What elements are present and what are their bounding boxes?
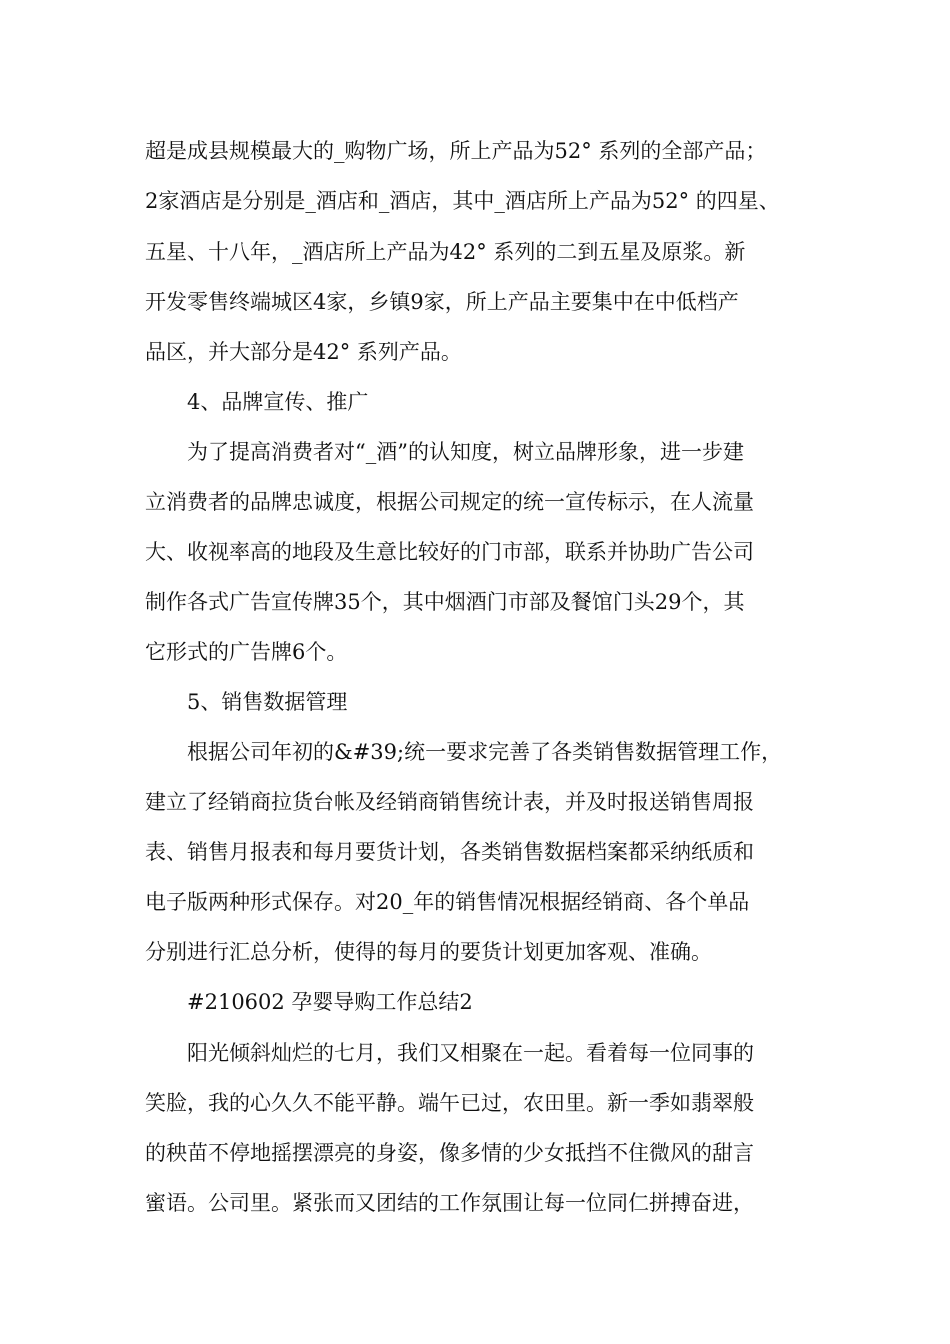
text-line: 制作各式广告宣传牌35个，其中烟酒门市部及餐馆门头29个，其 <box>145 590 745 614</box>
text-line: 大、收视率高的地段及生意比较好的门市部，联系并协助广告公司 <box>145 540 754 564</box>
text-line: 蜜语。公司里。紧张而又团结的工作氛围让每一位同仁拼搏奋进， <box>145 1191 754 1215</box>
text-line: 根据公司年初的&#39;统一要求完善了各类销售数据管理工作， <box>187 740 783 764</box>
text-line: 它形式的广告牌6个。 <box>145 640 348 664</box>
text-line: 分别进行汇总分析，使得的每月的要货计划更加客观、准确。 <box>145 940 712 964</box>
text-line: 超是成县规模最大的_购物广场，所上产品为52° 系列的全部产品； <box>145 139 767 163</box>
text-line: 为了提高消费者对“_酒”的认知度，树立品牌形象，进一步建 <box>187 440 744 464</box>
text-line: 电子版两种形式保存。对20_年的销售情况根据经销商、各个单品 <box>145 890 750 914</box>
text-line: 五星、十八年，_酒店所上产品为42° 系列的二到五星及原浆。新 <box>145 240 746 264</box>
text-line: 笑脸，我的心久久不能平静。端午已过，农田里。新一季如翡翠般 <box>145 1091 754 1115</box>
text-line: 表、销售月报表和每月要货计划，各类销售数据档案都采纳纸质和 <box>145 840 754 864</box>
section-heading: 4、品牌宣传、推广 <box>187 390 369 414</box>
text-line: 的秧苗不停地摇摆漂亮的身姿，像多情的少女抵挡不住微风的甜言 <box>145 1141 754 1165</box>
section-heading: 5、销售数据管理 <box>187 690 348 714</box>
text-line: 开发零售终端城区4家，乡镇9家，所上产品主要集中在中低档产 <box>145 290 739 314</box>
text-line: 阳光倾斜灿烂的七月，我们又相聚在一起。看着每一位同事的 <box>187 1041 754 1065</box>
text-line: 品区，并大部分是42° 系列产品。 <box>145 340 462 364</box>
document-title: #210602 孕婴导购工作总结2 <box>187 990 473 1014</box>
text-line: 2家酒店是分别是_酒店和_酒店，其中_酒店所上产品为52° 的四星、 <box>145 189 780 213</box>
text-line: 建立了经销商拉货台帐及经销商销售统计表，并及时报送销售周报 <box>145 790 754 814</box>
text-line: 立消费者的品牌忠诚度，根据公司规定的统一宣传标示，在人流量 <box>145 490 754 514</box>
